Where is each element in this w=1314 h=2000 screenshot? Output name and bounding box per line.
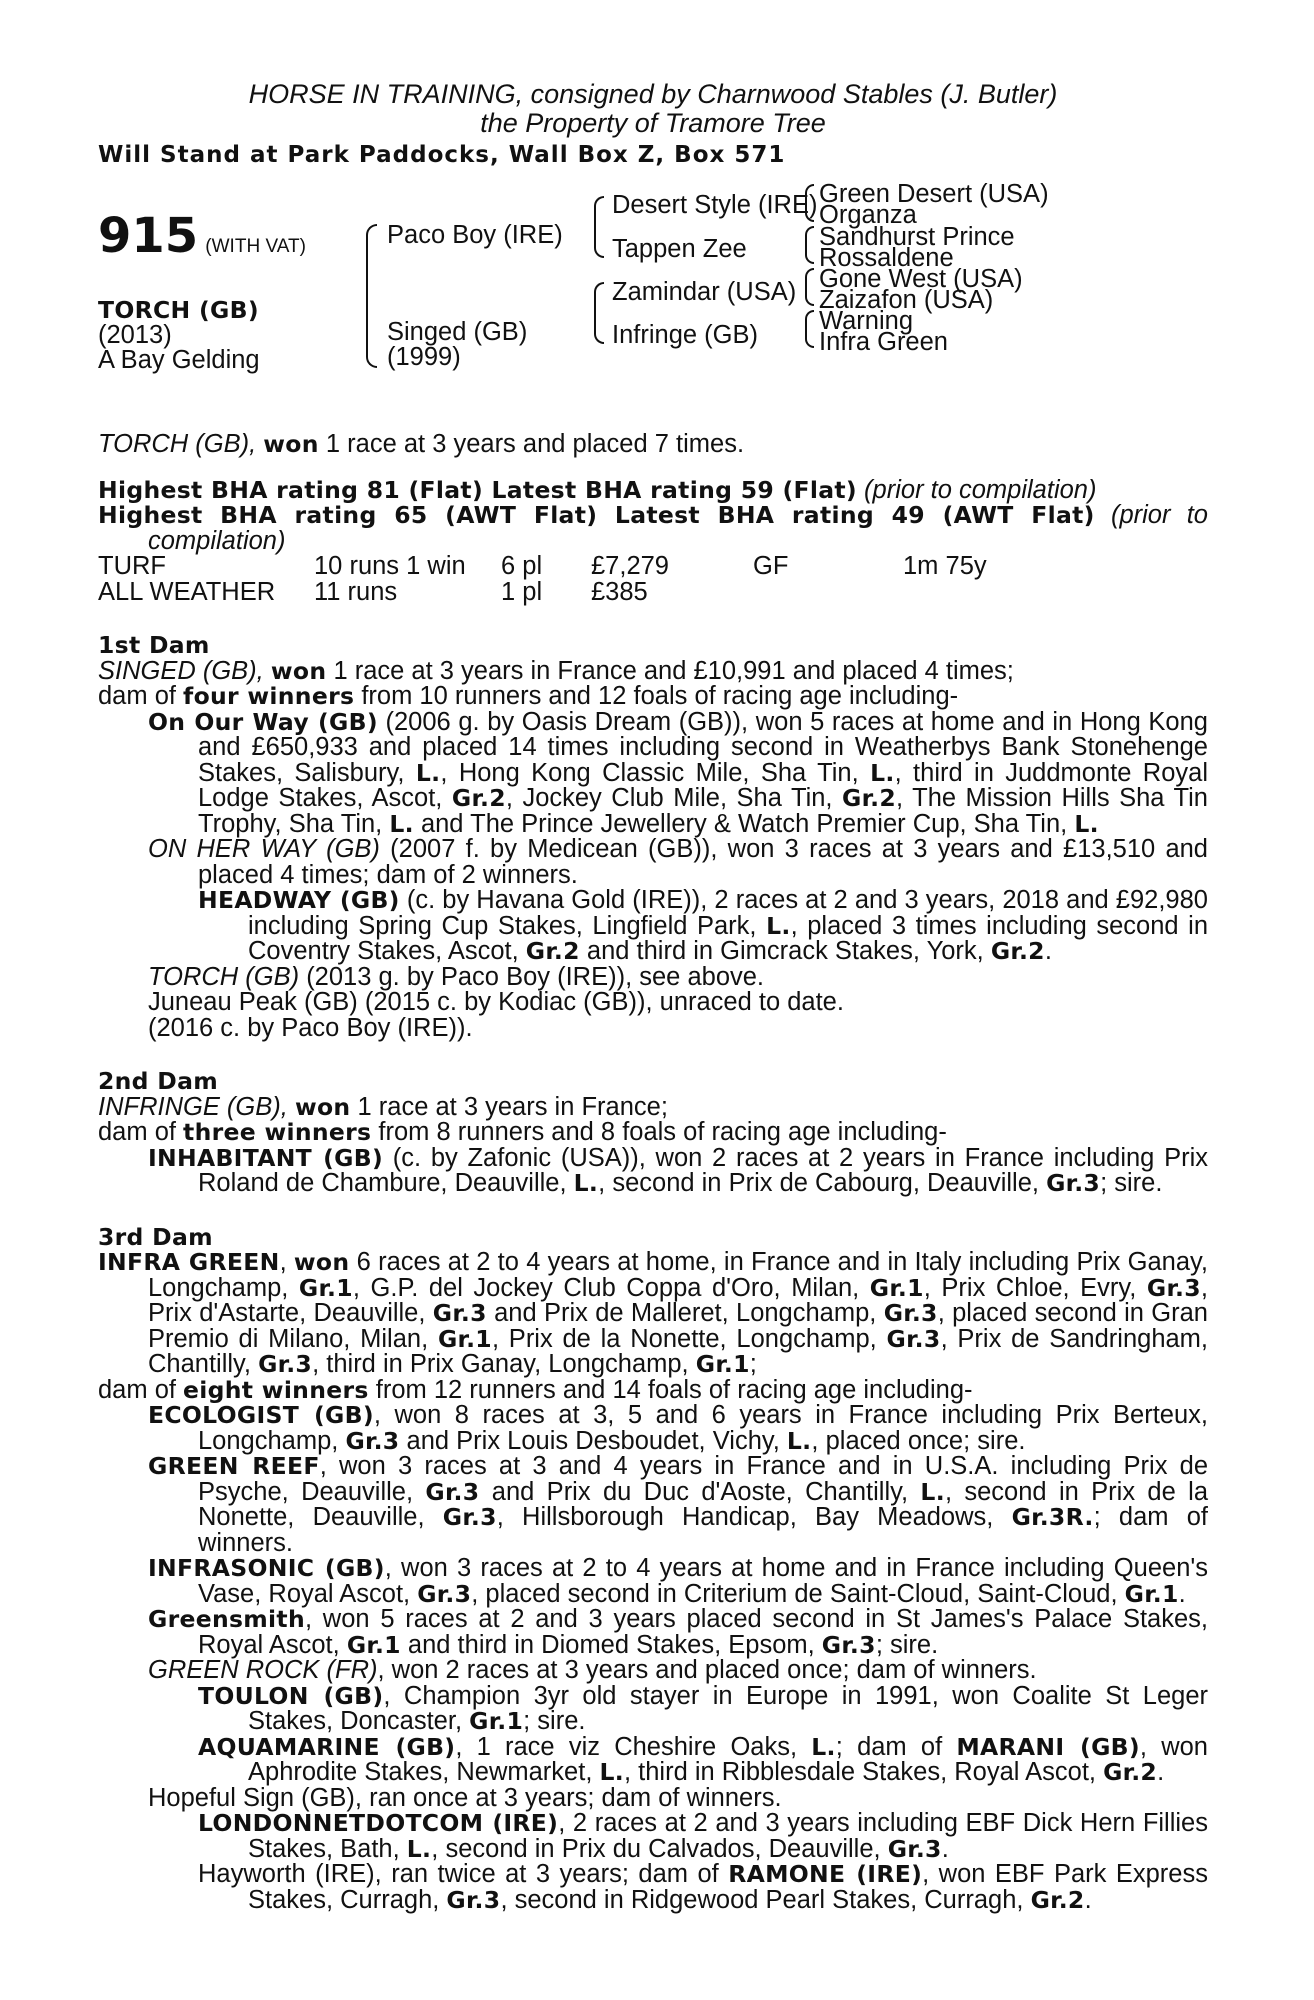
dam-line: INFRA GREEN, won 6 races at 2 to 4 years at home, in France and in Italy including Prix Ganay, Longchamp, Gr.1, G.P. del Jockey Club Coppa d'Oro, Milan, Gr.1, Prix Chloe, Evry, Gr.3, Prix d'Astarte, Deauville, Gr.3 and Prix de Malleret, Longchamp, Gr.3, placed second in Gran Premio di Milano, Milan, Gr.1, Prix de la Nonette, Longchamp, Gr.3, Prix de Sandringham, Chantilly, Gr.3, third in Prix Ganay, Longchamp, Gr.1; — [98, 1248, 1209, 1378]
lot-number-block — [98, 208, 306, 264]
produce-entry: (2016 c. by Paco Boy (IRE)). — [148, 1013, 473, 1042]
record-cell: GF — [753, 552, 789, 580]
pedigree-brace — [594, 282, 604, 344]
sire: Paco Boy (IRE) — [387, 221, 563, 249]
produce-entry: INFRASONIC (GB), won 3 races at 2 to 4 years at home and in France including Queen's Vase, Royal Ascot, Gr.3, placed second in Criterium de Saint-Cloud, Saint-Cloud, Gr.1. — [148, 1554, 1208, 1608]
ss-sire: Green Desert (USA) — [819, 180, 1049, 208]
first-dam-section — [98, 633, 1208, 1041]
vat-note: (WITH VAT) — [205, 236, 306, 257]
produce-entry: TORCH (GB) (2013 g. by Paco Boy (IRE)), see above. — [148, 962, 765, 991]
produce-entry: Hayworth (IRE), ran twice at 3 years; dam of RAMONE (IRE), won EBF Park Express Stakes, Curragh, Gr.3, second in Ridgewood Pearl Stakes, Curragh, Gr.2. — [198, 1860, 1208, 1914]
produce-line: dam of three winners from 8 runners and 8 foals of racing age including- — [98, 1118, 947, 1146]
pedigree-brace — [594, 196, 604, 258]
produce-entry: Juneau Peak (GB) (2015 c. by Kodiac (GB)), unraced to date. — [148, 988, 844, 1016]
produce-entry: Greensmith, won 5 races at 2 and 3 years placed second in St James's Palace Stakes, Royal Ascot, Gr.1 and third in Diomed Stakes, Epsom, Gr.3; sire. — [148, 1605, 1208, 1659]
section-heading: 2nd Dam — [98, 1067, 219, 1095]
ss-dam: Organza — [819, 201, 917, 229]
dam: Singed (GB) — [387, 318, 528, 346]
produce-entry: AQUAMARINE (GB), 1 race viz Cheshire Oaks, L.; dam of MARANI (GB), won Aphrodite Stakes, Newmarket, L., third in Ribblesdale Stakes, Royal Ascot, Gr.2. — [198, 1732, 1208, 1786]
pedigree-brace — [805, 268, 814, 306]
produce-entry: TOULON (GB), Champion 3yr old stayer in Europe in 1991, won Coalite St Leger Stakes, Doncaster, Gr.1; sire. — [198, 1681, 1208, 1735]
ratings — [98, 475, 1208, 555]
record-cell: £385 — [591, 577, 648, 606]
pedigree-brace — [805, 226, 814, 264]
produce-entry: Hopeful Sign (GB), ran once at 3 years; dam of winners. — [148, 1783, 782, 1812]
race-summary: TORCH (GB), won 1 race at 3 years and placed 7 times. — [98, 430, 745, 458]
second-dam-section — [98, 1069, 1208, 1197]
horse-year: (2013) — [98, 321, 172, 349]
record-cell: 1 pl — [501, 577, 543, 606]
produce-entry: On Our Way (GB) (2006 g. by Oasis Dream (GB)), won 5 races at home and in Hong Kong and £650,933 and placed 14 times including second in Weatherbys Bank Stonehenge Stakes, Salisbury, L., Hong Kong Classic Mile, Sha Tin, L., third in Juddmonte Royal Lodge Stakes, Ascot, Gr.2, Jockey Club Mile, Sha Tin, Gr.2, The Mission Hills Sha Tin Trophy, Sha Tin, L. and The Prince Jewellery & Watch Premier Cup, Sha Tin, L. — [148, 707, 1208, 838]
awt-rating: Highest BHA rating 65 (AWT Flat) Latest BHA rating 49 (AWT Flat) (prior to compilation) — [98, 501, 1208, 555]
catalogue-page — [98, 80, 1208, 1913]
flat-rating: Highest BHA rating 81 (Flat) Latest BHA rating 59 (Flat) (prior to compilation) — [98, 475, 1097, 504]
pedigree-brace — [366, 224, 377, 368]
dam-line: INFRINGE (GB), won 1 race at 3 years in France; — [98, 1092, 668, 1121]
record-cell: 10 runs 1 win — [314, 552, 466, 580]
sire-dam: Tappen Zee — [612, 235, 747, 263]
produce-entry: ECOLOGIST (GB), won 8 races at 3, 5 and 6 years in France including Prix Berteux, Longchamp, Gr.3 and Prix Louis Desboudet, Vichy, L., placed once; sire. — [148, 1401, 1208, 1455]
ds-dam: Zaizafon (USA) — [819, 286, 994, 314]
record-cell: 1m 75y — [903, 552, 987, 580]
third-dam-section — [98, 1222, 1209, 1914]
pedigree-brace — [805, 184, 814, 222]
produce-line: dam of eight winners from 12 runners and 14 foals of racing age including- — [98, 1375, 973, 1404]
produce-entry: LONDONNETDOTCOM (IRE), 2 races at 2 and 3 years including EBF Dick Hern Fillies Stakes, Bath, L., second in Prix du Calvados, Deauville, Gr.3. — [198, 1809, 1208, 1863]
pedigree-brace — [805, 310, 814, 348]
horse-name: TORCH (GB) — [98, 296, 259, 324]
property-line: the Property of Tramore Tree — [480, 108, 826, 138]
produce-entry: ON HER WAY (GB) (2007 f. by Medicean (GB)), won 3 races at 3 years and £13,510 and placed 4 times; dam of 2 winners. — [148, 835, 1208, 889]
record-cell — [903, 580, 1063, 606]
record-cell: £7,279 — [591, 552, 669, 580]
produce-entry: HEADWAY (GB) (c. by Havana Gold (IRE)), 2 races at 2 and 3 years, 2018 and £92,980 including Spring Cup Stakes, Lingfield Park, L., placed 3 times including second in Coventry Stakes, Ascot, Gr.2 and third in Gimcrack Stakes, York, Gr.2. — [198, 886, 1209, 965]
produce-entry: GREEN REEF, won 3 races at 3 and 4 years in France and in U.S.A. including Prix de Psyche, Deauville, Gr.3 and Prix du Duc d'Aoste, Chantilly, L., second in Prix de la Nonette, Deauville, Gr.3, Hillsborough Handicap, Bay Meadows, Gr.3R.; dam of winners. — [148, 1452, 1209, 1557]
record-cell: ALL WEATHER — [98, 577, 276, 606]
section-heading: 1st Dam — [98, 631, 210, 659]
dam-year: (1999) — [387, 343, 461, 371]
ds-sire: Gone West (USA) — [819, 265, 1023, 293]
consignor-line: HORSE IN TRAINING, consigned by Charnwood Stables (J. Butler) — [248, 79, 1058, 109]
sd-dam: Rossaldene — [819, 244, 954, 272]
dam-sire: Zamindar (USA) — [612, 278, 797, 306]
record-cell — [753, 580, 903, 606]
dd-sire: Warning — [819, 307, 914, 335]
dam-dam: Infringe (GB) — [612, 321, 758, 349]
sire-sire: Desert Style (IRE) — [612, 191, 818, 219]
record-cell: 11 runs — [314, 577, 398, 606]
sd-sire: Sandhurst Prince — [819, 223, 1015, 251]
produce-entry: GREEN ROCK (FR), won 2 races at 3 years and placed once; dam of winners. — [148, 1656, 1037, 1684]
lot-number: 915 — [98, 208, 199, 264]
record-cell: TURF — [98, 552, 166, 580]
produce-entry: INHABITANT (GB) (c. by Zafonic (USA)), won 2 races at 2 years in France including Prix Roland de Chambure, Deauville, L., second in Prix de Cabourg, Deauville, Gr.3; sire. — [148, 1143, 1209, 1197]
section-heading: 3rd Dam — [98, 1222, 213, 1251]
pedigree-block — [98, 180, 1208, 420]
horse-details — [98, 298, 260, 373]
race-record — [98, 554, 1208, 605]
dam-line: SINGED (GB), won 1 race at 3 years in France and £10,991 and placed 4 times; — [98, 656, 1014, 685]
produce-line: dam of four winners from 10 runners and 12 foals of racing age including- — [98, 682, 959, 710]
stand-location: Will Stand at Park Paddocks, Wall Box Z, Box 571 — [98, 142, 786, 168]
dd-dam: Infra Green — [819, 328, 948, 356]
record-cell: 6 pl — [501, 552, 543, 580]
horse-description: A Bay Gelding — [98, 346, 260, 374]
